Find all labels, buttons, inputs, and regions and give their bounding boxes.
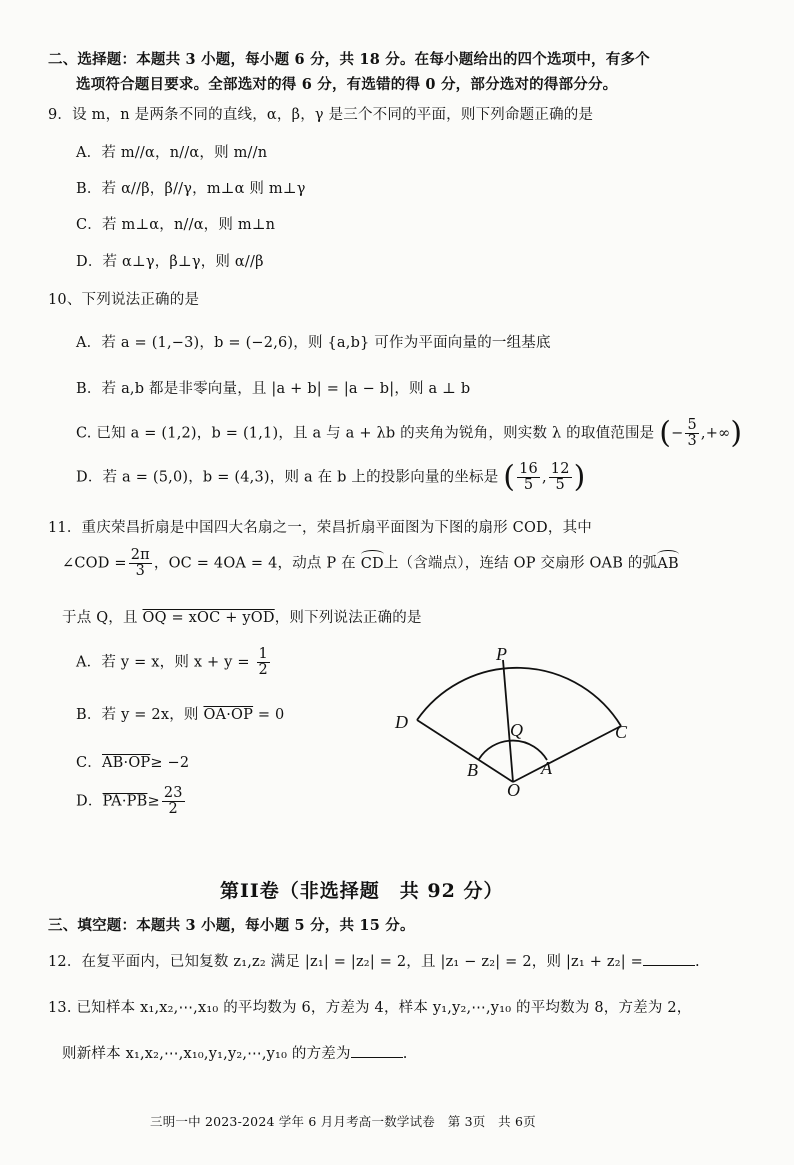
q13-line1: 13. 已知样本 x₁,x₂,⋯,x₁₀ 的平均数为 6，方差为 4，样本 y₁,y₂,⋯,y₁₀ 的平均数为 8，方差为 2，	[48, 1000, 692, 1016]
q10-c-left-paren: (	[659, 415, 672, 451]
q13-line2	[62, 1042, 408, 1063]
q10-c-numerator: 5	[687, 417, 697, 433]
q11-d-dot-product: PA·PB	[102, 793, 148, 810]
q11-option-a	[76, 647, 272, 678]
label-o: O	[507, 780, 520, 800]
q11-option-a-text: A．若 y = x，则 x + y =	[76, 654, 250, 671]
q9-option-d: D．若 α⊥γ，β⊥γ，则 α//β	[76, 254, 264, 270]
q10-d-fraction-2	[549, 462, 572, 493]
q11-angle-denominator: 3	[135, 563, 146, 580]
q10-option-d-text: D．若 a = (5,0)，b = (4,3)，则 a 在 b 上的投影向量的坐标是	[76, 469, 499, 486]
q10-stem: 10、下列说法正确的是	[48, 292, 200, 308]
q11-option-b-text: B．若 y = 2x，则	[76, 707, 199, 723]
q11-stem-line3	[62, 606, 422, 627]
segment-oc	[513, 726, 621, 782]
q11-b-dot-product: OA·OP	[203, 707, 254, 723]
q11-arc-cd: CD	[360, 555, 384, 572]
q10-option-c-text: C. 已知 a = (1,2)，b = (1,1)，且 a 与 a + λb 的夹角为锐角，则实数 λ 的取值范围是	[76, 425, 655, 442]
arc-ba	[479, 741, 547, 760]
q10-c-tail: ,+∞	[700, 425, 731, 442]
q11-stem-line1: 11．重庆荣昌折扇是中国四大名扇之一，荣昌折扇平面图为下图的扇形 COD，其中	[48, 520, 592, 536]
q11-d-ge: ≥	[147, 793, 160, 810]
q10-d-numerator-2: 12	[550, 461, 570, 477]
page-footer: 三明一中 2023-2024 学年 6 月月考高一数学试卷 第 3页 共 6页	[150, 1114, 536, 1129]
label-p: P	[496, 644, 507, 664]
q12-answer-blank[interactable]	[643, 953, 695, 966]
q10-c-minus: −	[671, 425, 684, 442]
q12	[48, 950, 700, 971]
q10-option-d: D．若 a = (5,0)，b = (4,3)，则 a 在 b 上的投影向量的坐标是 ( $\frac{16}{5}$ , $\frac{12}{5}$ )	[76, 459, 586, 495]
q13-end: .	[402, 1046, 408, 1062]
q11-a-numerator: 1	[258, 646, 268, 662]
q11-option-c-label: C．	[76, 755, 102, 771]
q11-stem-line3-a: 于点 Q，且	[62, 610, 138, 626]
part2-title: 第II卷（非选择题 共 92 分）	[220, 880, 504, 902]
q11-angle-numerator: 2π	[130, 547, 150, 563]
fan-sector-figure	[386, 638, 646, 810]
q11-d-fraction	[162, 786, 185, 817]
label-b: B	[467, 760, 478, 780]
q11-angle-fraction	[129, 548, 152, 579]
q10-c-denominator: 3	[687, 433, 697, 450]
label-c: C	[615, 722, 628, 742]
q9-option-c: C．若 m⊥α，n//α，则 m⊥n	[76, 217, 276, 233]
label-d: D	[395, 712, 408, 732]
q9-option-a: A．若 m//α，n//α，则 m//n	[76, 145, 268, 161]
arc-dc	[417, 668, 621, 726]
q10-d-denominator-2: 5	[555, 477, 565, 494]
q11-option-d	[76, 786, 187, 817]
q9-stem: 9．设 m，n 是两条不同的直线，α，β，γ 是三个不同的平面，则下列命题正确的是	[48, 107, 594, 123]
q10-c-right-paren: )	[730, 415, 743, 451]
q11-stem-line2-b: 上（含端点），连结 OP 交扇形 OAB 的弧	[383, 555, 658, 572]
q11-d-numerator: 23	[163, 785, 183, 801]
q13-answer-blank[interactable]	[351, 1045, 403, 1058]
q11-option-d-label: D．	[76, 793, 103, 810]
q12-end: .	[694, 954, 700, 970]
q11-a-denominator: 2	[258, 662, 268, 679]
q11-stem-line2	[62, 548, 679, 579]
q11-angle-label: ∠COD =	[62, 555, 127, 572]
q11-b-value: = 0	[257, 707, 285, 723]
q11-d-denominator: 2	[168, 801, 178, 818]
q11-c-value: ≥ −2	[150, 755, 190, 771]
q10-option-a: A．若 a = (1,−3)，b = (−2,6)，则 {a,b} 可作为平面向量的一组基底	[76, 335, 551, 351]
q11-arc-ab: AB	[657, 555, 679, 572]
q10-d-fraction-1	[517, 462, 540, 493]
q11-stem-line3-b: ，则下列说法正确的是	[274, 610, 422, 626]
q13-text: 则新样本 x₁,x₂,⋯,x₁₀,y₁,y₂,⋯,y₁₀ 的方差为	[62, 1046, 351, 1062]
q10-d-denominator-1: 5	[523, 477, 534, 494]
q10-option-c	[76, 415, 743, 451]
q11-option-c	[76, 751, 189, 772]
q11-option-b	[76, 703, 284, 724]
q11-a-fraction	[257, 647, 270, 678]
section2-heading-line2: 选项符合题目要求。全部选对的得 6 分，有选错的得 0 分，部分选对的得部分分。	[76, 76, 618, 93]
label-a: A	[541, 758, 552, 778]
q12-text: 12．在复平面内，已知复数 z₁,z₂ 满足 |z₁| = |z₂| = 2，且 |z₁ − z₂| = 2，则 |z₁ + z₂| =	[48, 954, 643, 970]
q11-vector-equation: OQ = xOC + yOD	[142, 610, 275, 626]
q11-c-dot-product: AB·OP	[102, 755, 151, 771]
q10-option-b: B．若 a,b 都是非零向量，且 |a + b| = |a − b|，则 a ⊥ b	[76, 381, 471, 397]
q10-c-fraction	[685, 418, 698, 449]
section3-heading: 三、填空题：本题共 3 小题，每小题 5 分，共 15 分。	[48, 917, 415, 934]
label-q: Q	[510, 720, 523, 740]
q9-option-b: B．若 α//β，β//γ，m⊥α 则 m⊥γ	[76, 181, 306, 197]
q11-stem-line2-a: ，OC = 4OA = 4，动点 P 在	[153, 555, 356, 572]
section2-heading-line1: 二、选择题：本题共 3 小题，每小题 6 分，共 18 分。在每小题给出的四个选项中，有多个	[48, 51, 650, 68]
q10-d-numerator-1: 16	[519, 461, 538, 477]
segment-od	[417, 720, 513, 782]
